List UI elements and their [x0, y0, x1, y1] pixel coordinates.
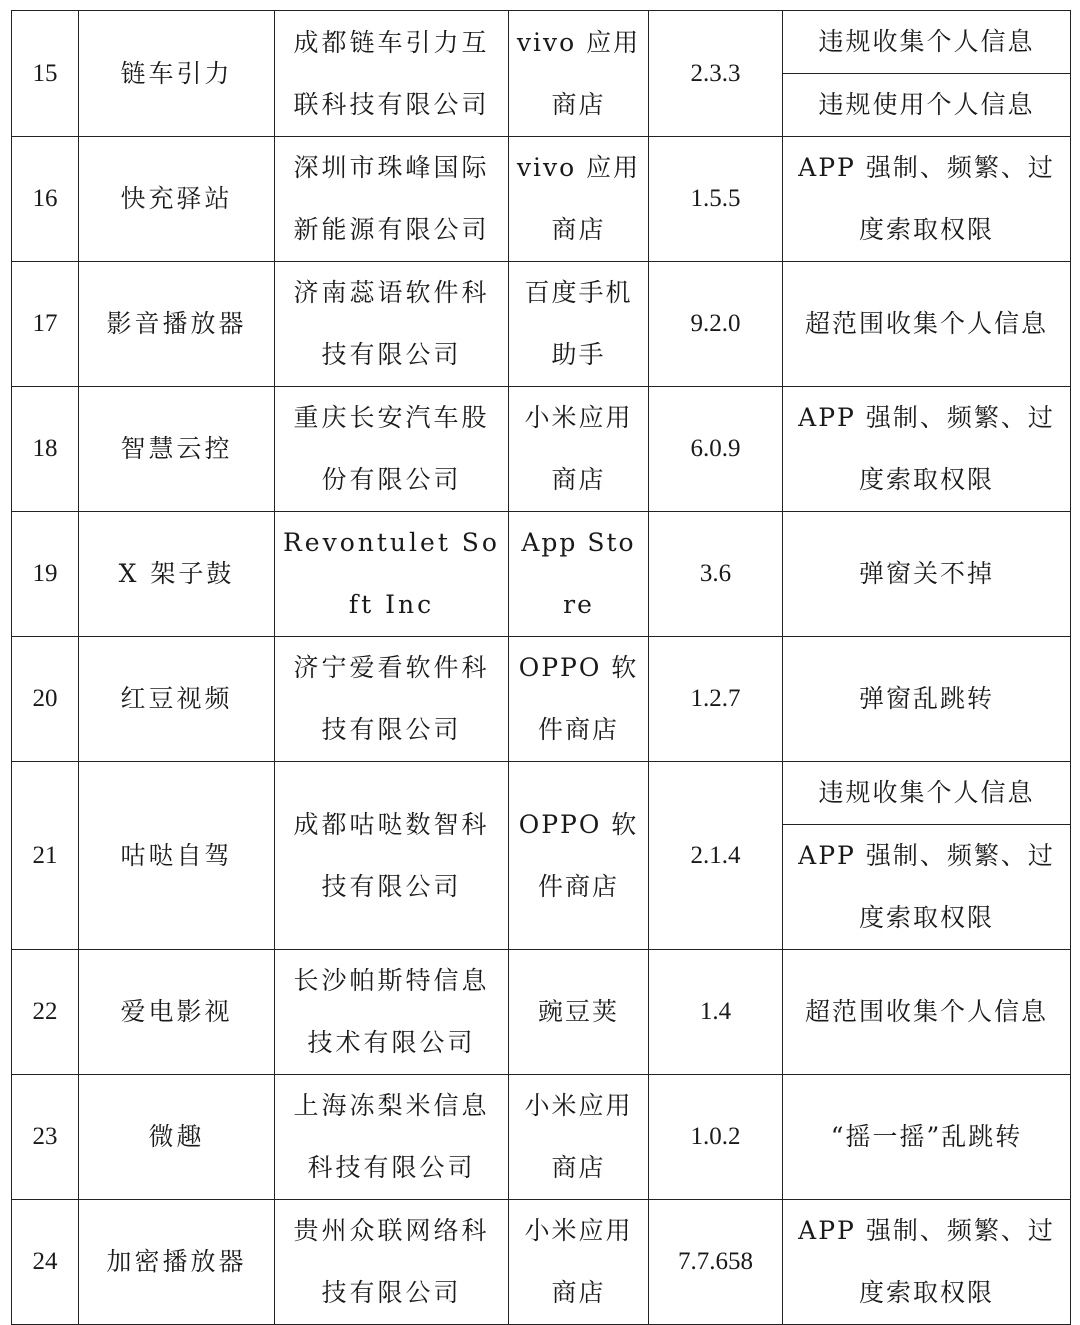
issue: 超范围收集个人信息	[783, 262, 1071, 387]
issue: “摇一摇”乱跳转	[783, 1075, 1071, 1200]
app-version: 1.5.5	[649, 137, 783, 262]
app-version: 3.6	[649, 512, 783, 637]
issue: 弹窗乱跳转	[783, 637, 1071, 762]
app-name: 咕哒自驾	[79, 762, 275, 950]
app-version: 2.3.3	[649, 11, 783, 137]
app-store: vivo 应用商店	[509, 137, 649, 262]
app-store: 小米应用商店	[509, 387, 649, 512]
table-body	[12, 11, 1071, 1325]
app-version: 1.4	[649, 950, 783, 1075]
app-version: 2.1.4	[649, 762, 783, 950]
issue: 弹窗关不掉	[783, 512, 1071, 637]
row-number: 17	[12, 262, 79, 387]
issue: 违规收集个人信息	[783, 762, 1071, 825]
row-number: 19	[12, 512, 79, 637]
company-name: 成都咕哒数智科技有限公司	[275, 762, 509, 950]
table-row	[12, 11, 1071, 74]
company-name: 重庆长安汽车股份有限公司	[275, 387, 509, 512]
company-name: 济南蕊语软件科技有限公司	[275, 262, 509, 387]
company-name: 贵州众联网络科技有限公司	[275, 1200, 509, 1325]
company-name: 长沙帕斯特信息技术有限公司	[275, 950, 509, 1075]
app-store: 小米应用商店	[509, 1200, 649, 1325]
row-number: 18	[12, 387, 79, 512]
issue: APP 强制、频繁、过度索取权限	[783, 1200, 1071, 1325]
app-store: 百度手机助手	[509, 262, 649, 387]
issue: 违规收集个人信息	[783, 11, 1071, 74]
app-store: OPPO 软件商店	[509, 637, 649, 762]
issue: APP 强制、频繁、过度索取权限	[783, 387, 1071, 512]
company-name: 济宁爱看软件科技有限公司	[275, 637, 509, 762]
app-name: 加密播放器	[79, 1200, 275, 1325]
app-name: 快充驿站	[79, 137, 275, 262]
app-name: 链车引力	[79, 11, 275, 137]
app-version: 6.0.9	[649, 387, 783, 512]
app-name: 影音播放器	[79, 262, 275, 387]
company-name: 上海冻梨米信息科技有限公司	[275, 1075, 509, 1200]
app-name: X 架子鼓	[79, 512, 275, 637]
row-number: 15	[12, 11, 79, 137]
app-store: OPPO 软件商店	[509, 762, 649, 950]
app-store: 豌豆荚	[509, 950, 649, 1075]
issue: 违规使用个人信息	[783, 74, 1071, 137]
company-name: 深圳市珠峰国际新能源有限公司	[275, 137, 509, 262]
row-number: 24	[12, 1200, 79, 1325]
company-name: 成都链车引力互联科技有限公司	[275, 11, 509, 137]
app-name: 微趣	[79, 1075, 275, 1200]
app-name: 红豆视频	[79, 637, 275, 762]
row-number: 20	[12, 637, 79, 762]
table-row	[12, 950, 1071, 1075]
table-row	[12, 1200, 1071, 1325]
app-violation-table	[11, 10, 1071, 1325]
company-name: Revontulet Soft Inc	[275, 512, 509, 637]
app-version: 1.0.2	[649, 1075, 783, 1200]
table-row	[12, 137, 1071, 262]
app-version: 1.2.7	[649, 637, 783, 762]
table-row	[12, 637, 1071, 762]
app-name: 爱电影视	[79, 950, 275, 1075]
app-store: 小米应用商店	[509, 1075, 649, 1200]
table-row	[12, 387, 1071, 512]
row-number: 16	[12, 137, 79, 262]
table-row	[12, 262, 1071, 387]
table-row	[12, 512, 1071, 637]
app-store: vivo 应用商店	[509, 11, 649, 137]
issue: APP 强制、频繁、过度索取权限	[783, 137, 1071, 262]
issue: 超范围收集个人信息	[783, 950, 1071, 1075]
row-number: 23	[12, 1075, 79, 1200]
app-version: 9.2.0	[649, 262, 783, 387]
app-version: 7.7.658	[649, 1200, 783, 1325]
issue: APP 强制、频繁、过度索取权限	[783, 825, 1071, 950]
app-store: App Store	[509, 512, 649, 637]
table-row	[12, 762, 1071, 825]
app-name: 智慧云控	[79, 387, 275, 512]
row-number: 22	[12, 950, 79, 1075]
table-row	[12, 1075, 1071, 1200]
row-number: 21	[12, 762, 79, 950]
